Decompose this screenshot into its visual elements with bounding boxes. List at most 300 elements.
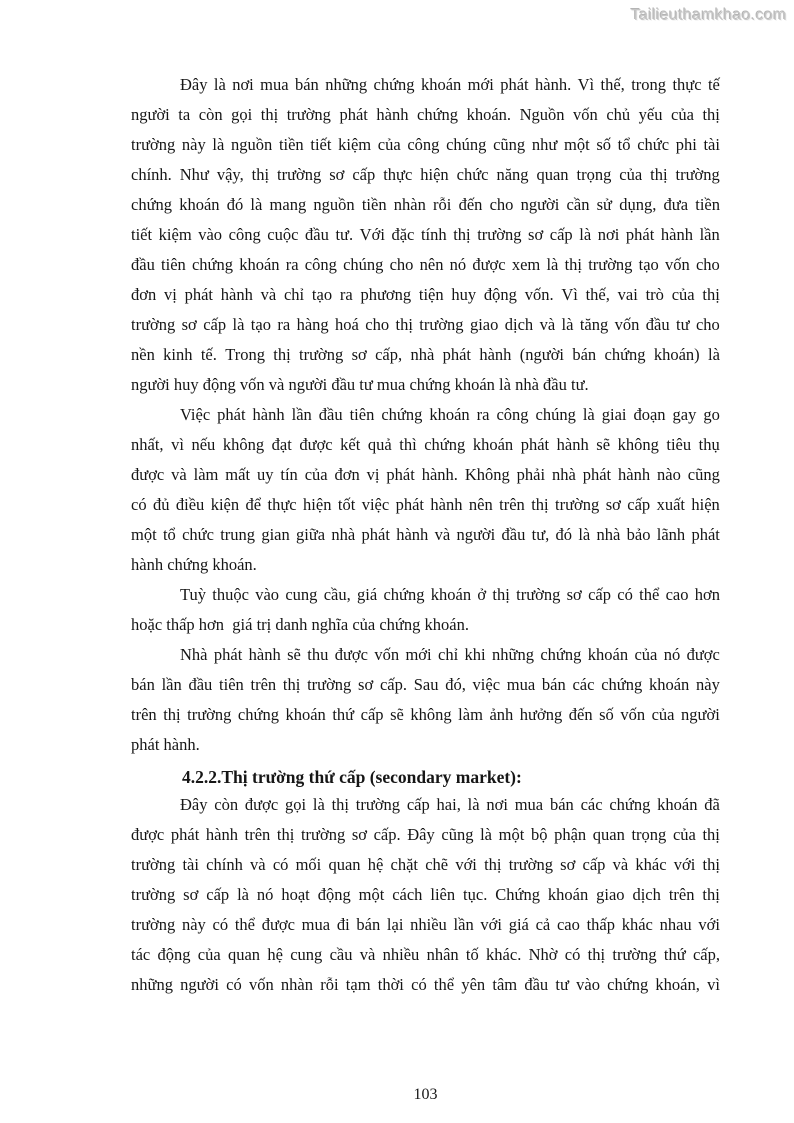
word: mua	[260, 75, 289, 94]
word: còn	[214, 795, 239, 814]
word: phát	[184, 285, 214, 304]
word: trường	[131, 135, 176, 154]
word: thị	[531, 495, 549, 514]
word: trường	[187, 705, 232, 724]
word: phát	[386, 465, 415, 484]
word: tài	[703, 135, 720, 154]
word: là	[232, 315, 245, 334]
word: khoán	[179, 195, 220, 214]
word: nguồn	[313, 195, 355, 214]
word: mua	[301, 915, 331, 934]
word: go	[703, 405, 720, 424]
word: chính.	[131, 165, 172, 184]
word: ra	[476, 405, 490, 424]
word: bán	[356, 915, 381, 934]
word: chứng	[424, 435, 466, 454]
word: cấp,	[692, 945, 720, 964]
word: cũng	[441, 825, 474, 844]
word: Vì	[577, 75, 595, 94]
word: (người	[519, 345, 565, 364]
word: đầu	[318, 405, 343, 424]
word: nhân	[426, 945, 459, 964]
word: lần	[699, 225, 720, 244]
word: phát	[395, 495, 425, 514]
paragraph	[131, 70, 720, 400]
word: sơ	[605, 495, 621, 514]
word: Không	[464, 465, 510, 484]
word: vốn	[620, 705, 646, 724]
word: hành	[205, 825, 238, 844]
word: trường	[286, 105, 331, 124]
text-line	[131, 220, 720, 250]
word: khoán	[285, 705, 326, 724]
word: phận	[554, 825, 587, 844]
word: thị	[331, 795, 349, 814]
word: vốn.	[524, 285, 554, 304]
text-line	[131, 160, 720, 190]
word: quan	[328, 855, 361, 874]
word: thị	[484, 855, 502, 874]
word: nhàn	[280, 975, 313, 994]
word: tiên	[349, 405, 375, 424]
word: nhiều	[410, 915, 447, 934]
word: một	[498, 825, 525, 844]
word: hệ	[367, 855, 384, 874]
word: thể	[639, 585, 660, 604]
word: cũng	[687, 465, 720, 484]
word: một	[131, 525, 157, 544]
word: phát	[213, 645, 243, 664]
word: điều	[175, 495, 205, 514]
word: phát	[582, 465, 612, 484]
word: công	[496, 405, 529, 424]
word: mua	[514, 795, 544, 814]
word: khoán	[547, 885, 589, 904]
word: của	[304, 465, 328, 484]
word: nên	[468, 495, 493, 514]
word: được	[131, 465, 165, 484]
word: chứng	[601, 675, 643, 694]
word: hoạt	[281, 885, 310, 904]
word: đầu	[645, 315, 670, 334]
word: hành	[220, 285, 253, 304]
word: cao	[556, 915, 580, 934]
text-line: phát hành.	[131, 735, 200, 754]
word: nơi	[232, 75, 254, 94]
word: quan	[536, 165, 569, 184]
word: là	[480, 825, 493, 844]
word: quan	[592, 825, 625, 844]
text-line	[131, 280, 720, 310]
word: phát	[217, 405, 246, 424]
word: thuộc	[212, 585, 249, 604]
word: số	[599, 705, 614, 724]
word: không	[410, 705, 452, 724]
word: giá	[508, 915, 529, 934]
word: này	[181, 135, 206, 154]
word: chứng	[373, 75, 415, 94]
word: trung	[220, 525, 256, 544]
word: quan	[227, 945, 261, 964]
word: với	[673, 855, 696, 874]
word: kết	[340, 435, 361, 454]
word: có	[564, 945, 581, 964]
word: được	[472, 255, 506, 274]
word: trên	[244, 825, 271, 844]
word: huy	[451, 285, 477, 304]
word: gọi	[231, 105, 253, 124]
word: nhà	[410, 345, 435, 364]
word: tạo	[311, 285, 333, 304]
word: cả	[535, 915, 551, 934]
word: chặt	[390, 855, 419, 874]
word: phi	[675, 135, 697, 154]
word: kinh	[163, 345, 193, 364]
paragraph	[131, 580, 720, 640]
word: chứng	[604, 345, 646, 364]
paragraph	[131, 640, 720, 760]
word: Nguồn	[519, 105, 565, 124]
word: và	[260, 285, 277, 304]
word: và	[171, 465, 187, 484]
word: tiền	[361, 195, 387, 214]
word: người	[681, 705, 720, 724]
word: được	[131, 825, 165, 844]
word: và	[250, 855, 266, 874]
word: kiện	[210, 495, 240, 514]
word: thu	[307, 645, 329, 664]
word: động	[483, 285, 517, 304]
word: chủ	[606, 105, 631, 124]
word: nhàn	[393, 195, 426, 214]
word: cấp	[588, 585, 611, 604]
word: và	[612, 855, 629, 874]
word: đầu	[188, 675, 213, 694]
word: cấp	[549, 225, 573, 244]
word: đó,	[445, 675, 466, 694]
word: bán	[131, 675, 155, 694]
word: hành	[252, 405, 285, 424]
word: phải	[516, 465, 546, 484]
word: thị	[453, 225, 471, 244]
word: phát	[500, 75, 529, 94]
word: công	[407, 135, 440, 154]
word: Nhờ	[528, 945, 558, 964]
word: Đây	[180, 795, 208, 814]
text-line	[131, 250, 720, 280]
word: cao	[665, 585, 689, 604]
word: trường	[555, 495, 600, 514]
word: đưa	[663, 195, 689, 214]
word: phát	[361, 525, 390, 544]
word: là	[312, 795, 325, 814]
word: nó	[256, 885, 274, 904]
word: quả	[367, 435, 392, 454]
word: thị	[260, 105, 279, 124]
word: dụng,	[619, 195, 657, 214]
word: khoán	[587, 645, 629, 664]
text-line: người huy động vốn và người đầu tư mua chứng khoán là nhà đầu tư.	[131, 375, 589, 394]
word: thứ	[332, 705, 355, 724]
text-line	[131, 460, 720, 490]
word: thị	[587, 945, 606, 964]
word: hành	[430, 495, 463, 514]
word: nền	[131, 345, 155, 364]
word: tốt	[337, 495, 356, 514]
word: của	[377, 135, 401, 154]
word: hành.	[421, 465, 458, 484]
word: đủ	[152, 495, 170, 514]
word: với	[480, 915, 502, 934]
word: cấp,	[375, 345, 403, 364]
word: của	[651, 705, 675, 724]
word: Với	[359, 225, 385, 244]
word: là	[546, 255, 559, 274]
word: ra	[285, 255, 299, 274]
word: thụ	[698, 435, 720, 454]
word: sử	[596, 195, 613, 214]
word: hơn	[694, 585, 720, 604]
word: ta	[178, 105, 191, 124]
word: tổ	[617, 135, 631, 154]
word: uy	[256, 465, 274, 484]
word: tác	[131, 945, 151, 964]
word: vốn	[374, 645, 400, 664]
word: như	[531, 135, 558, 154]
word: khoán	[430, 585, 472, 604]
word: chức	[637, 135, 670, 154]
word: nơi	[597, 225, 620, 244]
word: vốn	[248, 975, 274, 994]
word: của	[619, 165, 643, 184]
word: Trong	[225, 345, 265, 364]
word: tiêu	[666, 435, 692, 454]
word: trường	[675, 165, 720, 184]
word: cung	[285, 585, 318, 604]
word: thị	[395, 315, 413, 334]
word: nhà	[551, 465, 576, 484]
word: được	[334, 645, 368, 664]
word: gay	[672, 405, 697, 424]
word: sơ	[351, 345, 367, 364]
word: được	[261, 915, 295, 934]
word: hành	[396, 525, 429, 544]
word: giai	[601, 405, 627, 424]
word: tiền	[695, 195, 720, 214]
word: có	[272, 855, 289, 874]
word: với	[455, 855, 477, 874]
word: cho	[389, 255, 414, 274]
word: Vì	[561, 285, 578, 304]
word: này	[696, 675, 720, 694]
word: Đây	[180, 75, 208, 94]
word: mua	[506, 675, 536, 694]
word: bán	[572, 345, 597, 364]
word: hành	[479, 345, 512, 364]
word: vì	[171, 435, 184, 454]
word: thực	[383, 165, 413, 184]
word: cho	[695, 255, 720, 274]
word: lần	[291, 405, 312, 424]
word: của	[672, 825, 696, 844]
text-line	[131, 190, 720, 220]
word: chứng	[381, 405, 423, 424]
word: cấp	[360, 705, 384, 724]
word: vốn	[665, 255, 690, 274]
word: vào	[576, 975, 600, 994]
word: việc	[361, 495, 390, 514]
word: chức	[182, 525, 214, 544]
word: khoán	[239, 255, 280, 274]
word: nếu	[191, 435, 216, 454]
word: tính	[420, 225, 447, 244]
text-line	[131, 520, 720, 550]
word: vị	[164, 285, 177, 304]
word: hoá	[335, 315, 359, 334]
word: phát	[520, 435, 550, 454]
word: khoán)	[653, 345, 700, 364]
word: trong	[631, 75, 667, 94]
word: tâm	[492, 975, 518, 994]
text-line	[131, 100, 720, 130]
word: đến	[458, 195, 483, 214]
word: sơ	[181, 315, 197, 334]
word: những	[131, 975, 173, 994]
word: trên	[668, 885, 695, 904]
word: tư,	[531, 525, 550, 544]
word: là	[582, 405, 595, 424]
word: một	[358, 885, 385, 904]
word: là	[250, 195, 263, 214]
word: hiện	[691, 495, 720, 514]
word: làm	[193, 465, 219, 484]
word: cung	[290, 945, 323, 964]
word: thì	[399, 435, 417, 454]
word: trên	[131, 705, 157, 724]
word: sẽ	[287, 645, 301, 664]
word: trường	[299, 345, 344, 364]
section-heading: 4.2.2.Thị trường thứ cấp (secondary market):	[182, 767, 522, 787]
word: thị	[702, 855, 720, 874]
word: đó	[555, 525, 573, 544]
word: vốn	[614, 315, 640, 334]
word: năng	[496, 165, 529, 184]
word: thực	[672, 75, 702, 94]
word: cho	[489, 195, 514, 214]
word: tài	[182, 855, 199, 874]
word: trường	[419, 315, 464, 334]
word: lần	[453, 915, 474, 934]
word: nó	[663, 645, 681, 664]
word: trên	[499, 495, 525, 514]
word: vào	[198, 225, 223, 244]
word: tư	[555, 975, 569, 994]
word: sơ	[528, 225, 544, 244]
word: công	[304, 255, 337, 274]
paragraph	[131, 400, 720, 580]
word: trường	[131, 915, 176, 934]
word: ra	[277, 315, 291, 334]
word: chứng	[191, 255, 234, 274]
word: tạo	[638, 255, 659, 274]
word: hưởng	[519, 705, 563, 724]
word: trọng	[631, 825, 667, 844]
word: vị	[366, 465, 380, 484]
word: thị	[282, 675, 301, 694]
word: không	[617, 435, 659, 454]
text-column	[131, 70, 720, 1000]
word: thực	[267, 495, 297, 514]
text-line	[131, 70, 720, 100]
word: có	[131, 495, 147, 514]
word: những	[325, 75, 368, 94]
text-line	[131, 580, 720, 610]
word: tiết	[131, 225, 153, 244]
word: nên	[419, 255, 444, 274]
word: đoạn	[633, 405, 666, 424]
word: khoán,	[655, 975, 700, 994]
watermark: Tailieuthamkhao.com	[631, 7, 787, 24]
word: tạm	[345, 975, 371, 994]
word: động	[157, 945, 191, 964]
word: vậy,	[216, 165, 244, 184]
word: nhất,	[131, 435, 164, 454]
word: để	[245, 495, 262, 514]
word: khoán	[429, 405, 470, 424]
word: rỗi	[433, 195, 452, 214]
word: thị	[702, 825, 720, 844]
text-line	[131, 940, 720, 970]
word: chứng	[607, 975, 649, 994]
word: mối	[295, 855, 322, 874]
text-line	[131, 670, 720, 700]
word: bán	[294, 75, 319, 94]
word: cách	[392, 885, 423, 904]
word: phát	[339, 105, 368, 124]
word: trường	[588, 255, 633, 274]
word: nào	[657, 465, 681, 484]
word: tổ	[162, 525, 176, 544]
word: giao	[469, 315, 499, 334]
word: cấp.	[373, 825, 401, 844]
word: đầu	[305, 225, 329, 244]
word: chúng	[446, 135, 487, 154]
word: cầu	[329, 945, 353, 964]
word: đặc	[391, 225, 415, 244]
word: động	[317, 885, 351, 904]
word: đơn	[334, 465, 360, 484]
word: Tuỳ	[180, 585, 206, 604]
word: sẽ	[390, 705, 404, 724]
word: lại	[386, 915, 404, 934]
word: thứ	[663, 945, 686, 964]
text-line	[131, 820, 720, 850]
word: nó	[449, 255, 467, 274]
word: hành.	[535, 75, 572, 94]
text-line	[131, 430, 720, 460]
word: và	[359, 945, 376, 964]
word: có	[617, 585, 633, 604]
word: chẽ	[425, 855, 449, 874]
word: liên	[430, 885, 456, 904]
word: Nhà	[180, 645, 208, 664]
word: vốn	[573, 105, 598, 124]
word: trường	[131, 315, 176, 334]
word: trường	[516, 585, 561, 604]
word: người	[456, 525, 496, 544]
word: phát	[170, 825, 200, 844]
word: nhà	[596, 525, 621, 544]
